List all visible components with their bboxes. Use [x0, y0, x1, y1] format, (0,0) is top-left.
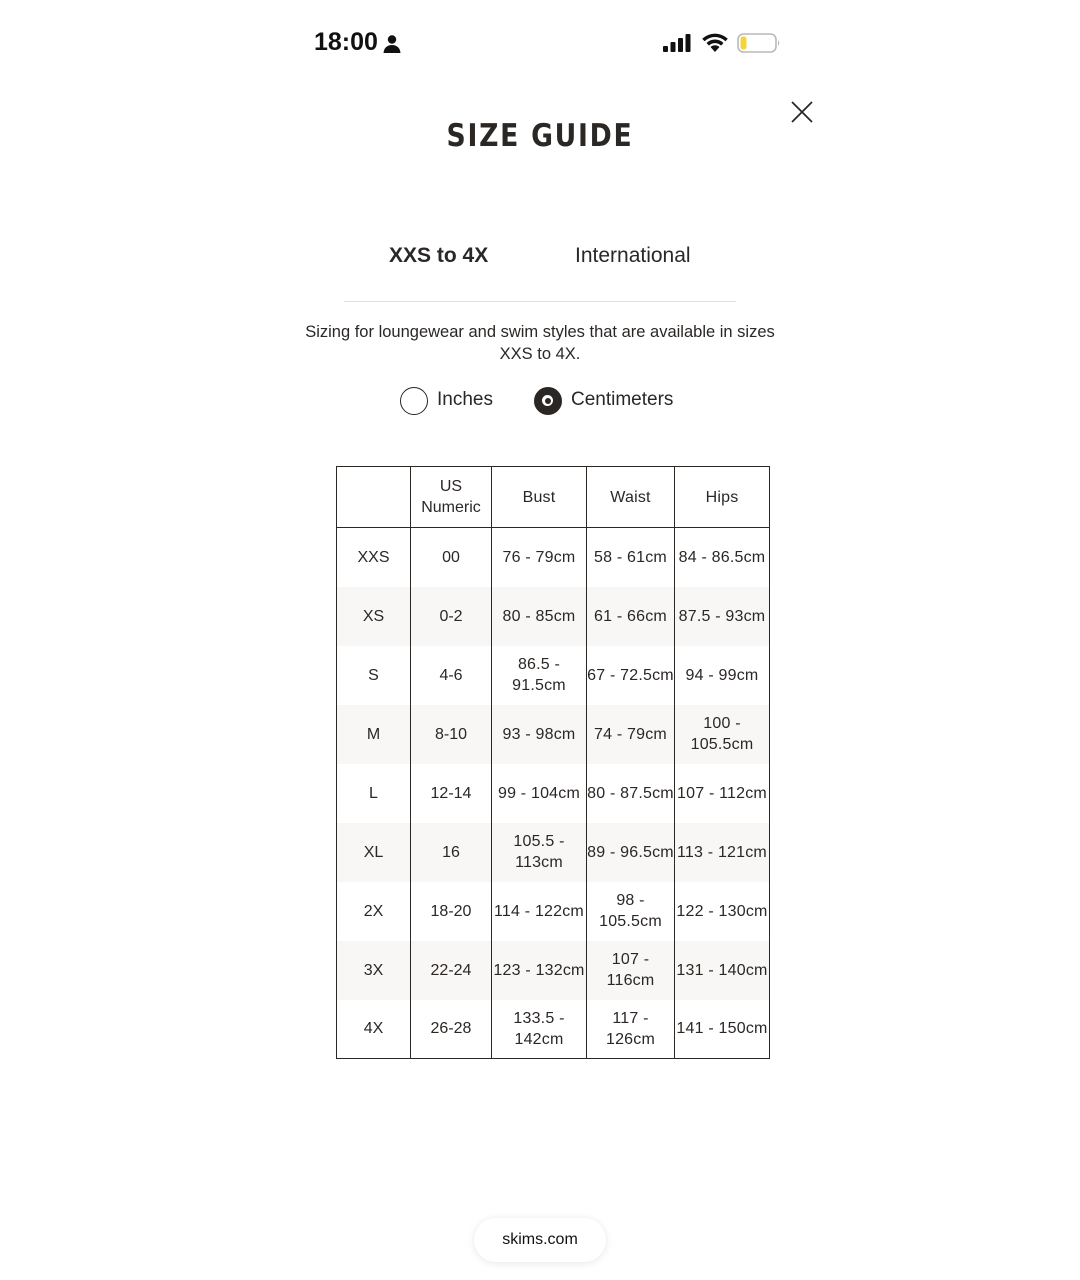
cell-bust: 105.5 - 113cm	[492, 823, 587, 882]
table-row	[337, 587, 770, 646]
tab-xxs-to-4x[interactable]: XXS to 4X	[389, 244, 489, 267]
cell-hips: 141 - 150cm	[675, 1000, 770, 1059]
cell-us-numeric: 0-2	[411, 587, 492, 646]
radio-label-inches: Inches	[437, 389, 493, 410]
cellular-signal-icon	[662, 33, 692, 53]
cell-waist: 107 - 116cm	[587, 941, 675, 1000]
wifi-icon	[701, 32, 729, 54]
cell-us-numeric: 18-20	[411, 882, 492, 941]
cell-waist: 117 - 126cm	[587, 1000, 675, 1059]
cell-us-numeric: 16	[411, 823, 492, 882]
cell-bust: 123 - 132cm	[492, 941, 587, 1000]
cell-bust: 133.5 - 142cm	[492, 1000, 587, 1059]
sizing-description: Sizing for loungewear and swim styles that are available in sizes XXS to 4X.	[305, 323, 775, 363]
size-tabs	[344, 236, 736, 302]
cell-waist: 80 - 87.5cm	[587, 764, 675, 823]
cell-size: 4X	[337, 1000, 411, 1059]
header-us-numeric: US Numeric	[411, 467, 492, 528]
header-hips: Hips	[675, 467, 770, 528]
table-row	[337, 528, 770, 587]
header-size	[337, 467, 411, 528]
cell-hips: 100 - 105.5cm	[675, 705, 770, 764]
cell-waist: 74 - 79cm	[587, 705, 675, 764]
cell-us-numeric: 22-24	[411, 941, 492, 1000]
cell-size: XL	[337, 823, 411, 882]
header-waist: Waist	[587, 467, 675, 528]
cell-us-numeric: 26-28	[411, 1000, 492, 1059]
cell-bust: 76 - 79cm	[492, 528, 587, 587]
table-row	[337, 1000, 770, 1059]
cell-hips: 87.5 - 93cm	[675, 587, 770, 646]
cell-hips: 94 - 99cm	[675, 646, 770, 705]
cell-size: 2X	[337, 882, 411, 941]
cell-waist: 61 - 66cm	[587, 587, 675, 646]
table-header-row	[337, 467, 770, 528]
size-table-body	[337, 528, 770, 1059]
cell-size: S	[337, 646, 411, 705]
battery-icon	[737, 32, 781, 54]
radio-inches[interactable]	[400, 386, 510, 416]
cell-bust: 99 - 104cm	[492, 764, 587, 823]
cell-hips: 113 - 121cm	[675, 823, 770, 882]
table-row	[337, 823, 770, 882]
radio-circle-centimeters[interactable]	[534, 387, 562, 415]
cell-bust: 93 - 98cm	[492, 705, 587, 764]
table-row	[337, 764, 770, 823]
cell-waist: 58 - 61cm	[587, 528, 675, 587]
cell-hips: 107 - 112cm	[675, 764, 770, 823]
cell-waist: 67 - 72.5cm	[587, 646, 675, 705]
cell-waist: 98 - 105.5cm	[587, 882, 675, 941]
status-time: 18:00	[314, 28, 378, 56]
cell-us-numeric: 00	[411, 528, 492, 587]
header-bust: Bust	[492, 467, 587, 528]
cell-waist: 89 - 96.5cm	[587, 823, 675, 882]
cell-size: M	[337, 705, 411, 764]
table-row	[337, 705, 770, 764]
page-title: SIZE GUIDE	[446, 118, 634, 154]
table-row	[337, 646, 770, 705]
cell-hips: 131 - 140cm	[675, 941, 770, 1000]
status-bar	[0, 0, 1080, 88]
cell-size: 3X	[337, 941, 411, 1000]
table-row	[337, 941, 770, 1000]
cell-bust: 114 - 122cm	[492, 882, 587, 941]
cell-hips: 122 - 130cm	[675, 882, 770, 941]
radio-centimeters[interactable]	[534, 386, 694, 416]
cell-us-numeric: 12-14	[411, 764, 492, 823]
cell-hips: 84 - 86.5cm	[675, 528, 770, 587]
url-bar[interactable]: skims.com	[474, 1218, 606, 1262]
person-icon	[382, 34, 402, 54]
radio-label-centimeters: Centimeters	[571, 389, 674, 410]
cell-size: XS	[337, 587, 411, 646]
cell-size: XXS	[337, 528, 411, 587]
cell-bust: 80 - 85cm	[492, 587, 587, 646]
size-chart-table	[336, 466, 770, 1059]
tab-international[interactable]: International	[575, 244, 691, 267]
cell-us-numeric: 8-10	[411, 705, 492, 764]
radio-circle-inches[interactable]	[400, 387, 428, 415]
cell-us-numeric: 4-6	[411, 646, 492, 705]
table-row	[337, 882, 770, 941]
cell-bust: 86.5 - 91.5cm	[492, 646, 587, 705]
cell-size: L	[337, 764, 411, 823]
